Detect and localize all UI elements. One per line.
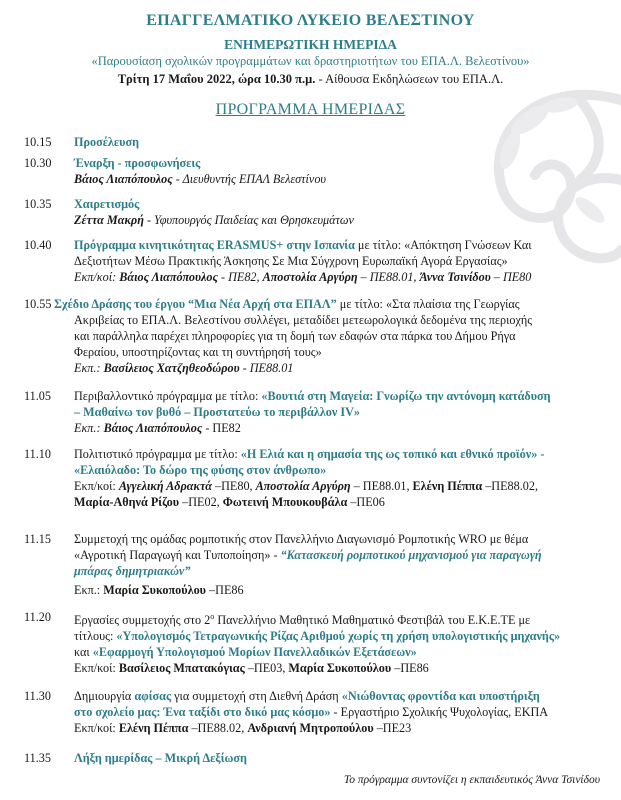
staff-spec: - ΠΕ82 [202,421,241,435]
speaker-name: Ζέττα Μακρή [74,213,144,227]
item-title: «Η Ελιά και η σημασία της ως τοπικό και εθνικό προϊόν» - [240,447,545,461]
item-title: «Εφαρμογή Υπολογισμού Μορίων Πανελλαδικών Εξετάσεων» [92,645,417,660]
staff-name: Μαρία-Αθηνά Ρίζου [74,495,180,509]
staff-label: Εκπ/κοί: [74,661,119,676]
item-time: 11.10 [24,447,51,461]
staff-spec: – ΠΕ88.01, [357,270,420,284]
item-title: «Νιώθοντας φροντίδα και υποστήριξη [341,689,540,703]
staff-name: Φωτεινή Μπουκουβάλα [222,495,348,509]
item-title: μπάρας δημητριακών” [74,564,191,578]
item-text: - Εργαστήριο Σχολικής Ψυχολογίας, ΕΚΠΑ [330,705,549,719]
item-time: 11.35 [24,751,51,765]
item-time: 10.35 [24,197,52,211]
item-text: τίτλους: [74,629,117,644]
item-text: Δεξιοτήτων Μέσω Πρακτικής Άσκησης Σε Μια Σύγχρονη Ευρωπαϊκή Αγορά Εργασίας» [74,254,508,268]
staff-spec: –ΠΕ88.02, [188,721,248,735]
school-name: ΕΠΑΓΓΕΛΜΑΤΙΚΟ ΛΥΚΕΙΟ ΒΕΛΕΣΤΙΝΟΥ [146,12,475,29]
item-title: «Ελαιόλαδο: Το δώρο της φύσης στον άνθρωπο» [74,463,327,477]
item-title: αφίσας [134,689,172,703]
item-text: Δημιουργία [74,689,135,703]
program-title: ΠΡΟΓΡΑΜΜΑ ΗΜΕΡΙΔΑΣ [215,101,406,118]
item-title: – Μαθαίνω τον βυθό – Προστατεύω το περιβάλλον IV» [74,405,360,419]
coordinator-note: Το πρόγραμμα συντονίζει η εκπαιδευτικός Άννα Τσινίδου [343,774,600,786]
staff-label: Εκπ.: [74,421,104,435]
staff-spec: – ΠΕ80 [490,270,532,284]
event-subtitle: «Παρουσίαση σχολικών προγραμμάτων και δραστηριοτήτων του ΕΠΑ.Λ. Βελεστίνου» [91,54,530,68]
item-text: Πανελλήνιο Μαθητικό Μαθηματικό Φεστιβάλ του Ε.Κ.Ε.ΤΕ με [214,613,531,628]
item-title: στο σχολείο μας: Ένα ταξίδι στο δικό μας κόσμο» [74,705,331,719]
item-title: Έναρξη - προσφωνήσεις [74,156,201,170]
item-text-sup: ο [210,612,215,621]
staff-spec: –ΠΕ06 [347,495,385,509]
staff-name: Αποστολία Αργύρη [262,270,358,284]
item-text: «Αγροτική Παραγωγή και Τυποποίηση» - [74,548,281,562]
staff-name: Βασίλειος Χατζηθεοδώρου [103,361,240,375]
staff-name: Βάιος Λιαπόπουλος [119,270,218,284]
item-title: Χαιρετισμός [74,197,140,211]
staff-spec: –ΠΕ80, [211,479,256,493]
item-title: «Βουτιά στη Μαγεία: Γνωρίζω την αντόνομη κατάδυση [261,389,551,403]
staff-label: Εκπ.: [74,583,104,597]
speaker-role: - Διευθυντής ΕΠΑΛ Βελεστίνου [172,172,327,186]
staff-spec: –ΠΕ86 [391,661,429,676]
item-text: με τίτλο: «Απόκτηση Γνώσεων Και [354,238,532,252]
item-time: 10.30 [24,156,52,170]
item-text: Εργασίες συμμετοχής στο 2 [74,613,211,628]
item-time: 11.20 [24,610,51,624]
staff-name: Αγγελική Αδρακτά [118,479,212,493]
staff-spec: –ΠΕ23 [373,721,412,735]
staff-label: Εκπ/κοί: [74,479,119,493]
event-title: ΕΝΗΜΕΡΩΤΙΚΗ ΗΜΕΡΙΔΑ [224,37,397,52]
staff-spec: –ΠΕ86 [206,583,244,597]
staff-name: Βασίλειος Μπατακόγιας [118,661,245,676]
staff-spec: – ΠΕ88.01, [350,479,413,493]
event-date-location [0,72,621,87]
staff-spec: –ΠΕ03, [244,661,289,676]
staff-name: Ανδριανή Μητροπούλου [247,721,374,735]
event-date: Τρίτη 17 Μαΐου 2022, ώρα 10.30 π.μ. [117,72,316,86]
staff-spec: - ΠΕ88.01 [239,361,294,375]
item-time: 10.55 [24,297,52,311]
staff-label: Εκπ.: [74,361,104,375]
item-text: Περιβαλλοντικό πρόγραμμα με τίτλο: [74,389,262,403]
item-time: 10.40 [24,238,52,252]
item-title: “Κατασκευή ρομποτικού μηχανισμού για παραγωγή [280,548,542,562]
staff-label: Εκπ/κοί: [74,270,120,284]
staff-name: Ελένη Πέππα [118,721,189,735]
item-text: και [74,645,93,660]
item-time: 10.15 [24,135,52,149]
speaker-role: - Υφυπουργός Παιδείας και Θρησκευμάτων [143,213,354,227]
item-time: 11.30 [24,689,51,703]
staff-name: Ελένη Πέππα [412,479,483,493]
item-text: Συμμετοχή της ομάδας ρομποτικής στον Πανελλήνιο Διαγωνισμό Ρομποτικής WRO με θέμα [74,532,529,546]
item-title: Πρόγραμμα κινητικότητας ERASMUS+ στην Ισπανία [74,238,355,252]
item-text: Πολιτιστικό πρόγραμμα με τίτλο: [74,447,241,461]
staff-label: Εκπ/κοί: [74,721,119,735]
item-time: 11.15 [24,532,51,546]
item-title: «Υπολογισμός Τετραγωνικής Ρίζας Αριθμού χωρίς τη χρήση υπολογιστικής μηχανής» [116,629,561,644]
staff-name: Αποστολία Αργύρη [255,479,351,493]
staff-spec: –ΠΕ88.02, [482,479,538,493]
item-time: 11.05 [24,389,51,403]
item-title: Λήξη ημερίδας – Μικρή Δεξίωση [74,751,247,765]
event-location: - Αίθουσα Εκδηλώσεων του ΕΠΑ.Λ. [315,72,504,86]
staff-name: Μαρία Συκοπούλου [103,583,206,597]
item-title: Προσέλευση [74,135,140,149]
item-text: για συμμετοχή στη Διεθνή Δράση [171,689,342,703]
staff-name: Μαρία Συκοπούλου [288,661,392,676]
item-title: Σχέδιο Δράσης του έργου “Μια Νέα Αρχή στα ΕΠΑΛ” [54,297,337,311]
speaker-name: Βάιος Λιαπόπουλος [74,172,173,186]
staff-name: Βάιος Λιαπόπουλος [103,421,203,435]
item-text: με τίτλο: «Στα πλαίσια της Γεωργίας [336,297,520,311]
staff-spec: –ΠΕ02, [179,495,223,509]
item-text: και παράλληλα παρέχει πληροφορίες για τη δομή των εδαφών στα πάρκα του Δήμου Ρήγα [74,329,516,343]
staff-spec: - ΠΕ82, [217,270,263,284]
item-text: Φεραίου, υποστηρίζοντας και τη συντήρησή τους» [74,345,322,359]
staff-name: Άννα Τσινίδου [419,270,491,284]
item-text: Ακριβείας το ΕΠΑ.Λ. Βελεστίνου συλλέγει, μεταδίδει μετεωρολογικά δεδομένα της περιοχής [74,313,533,327]
